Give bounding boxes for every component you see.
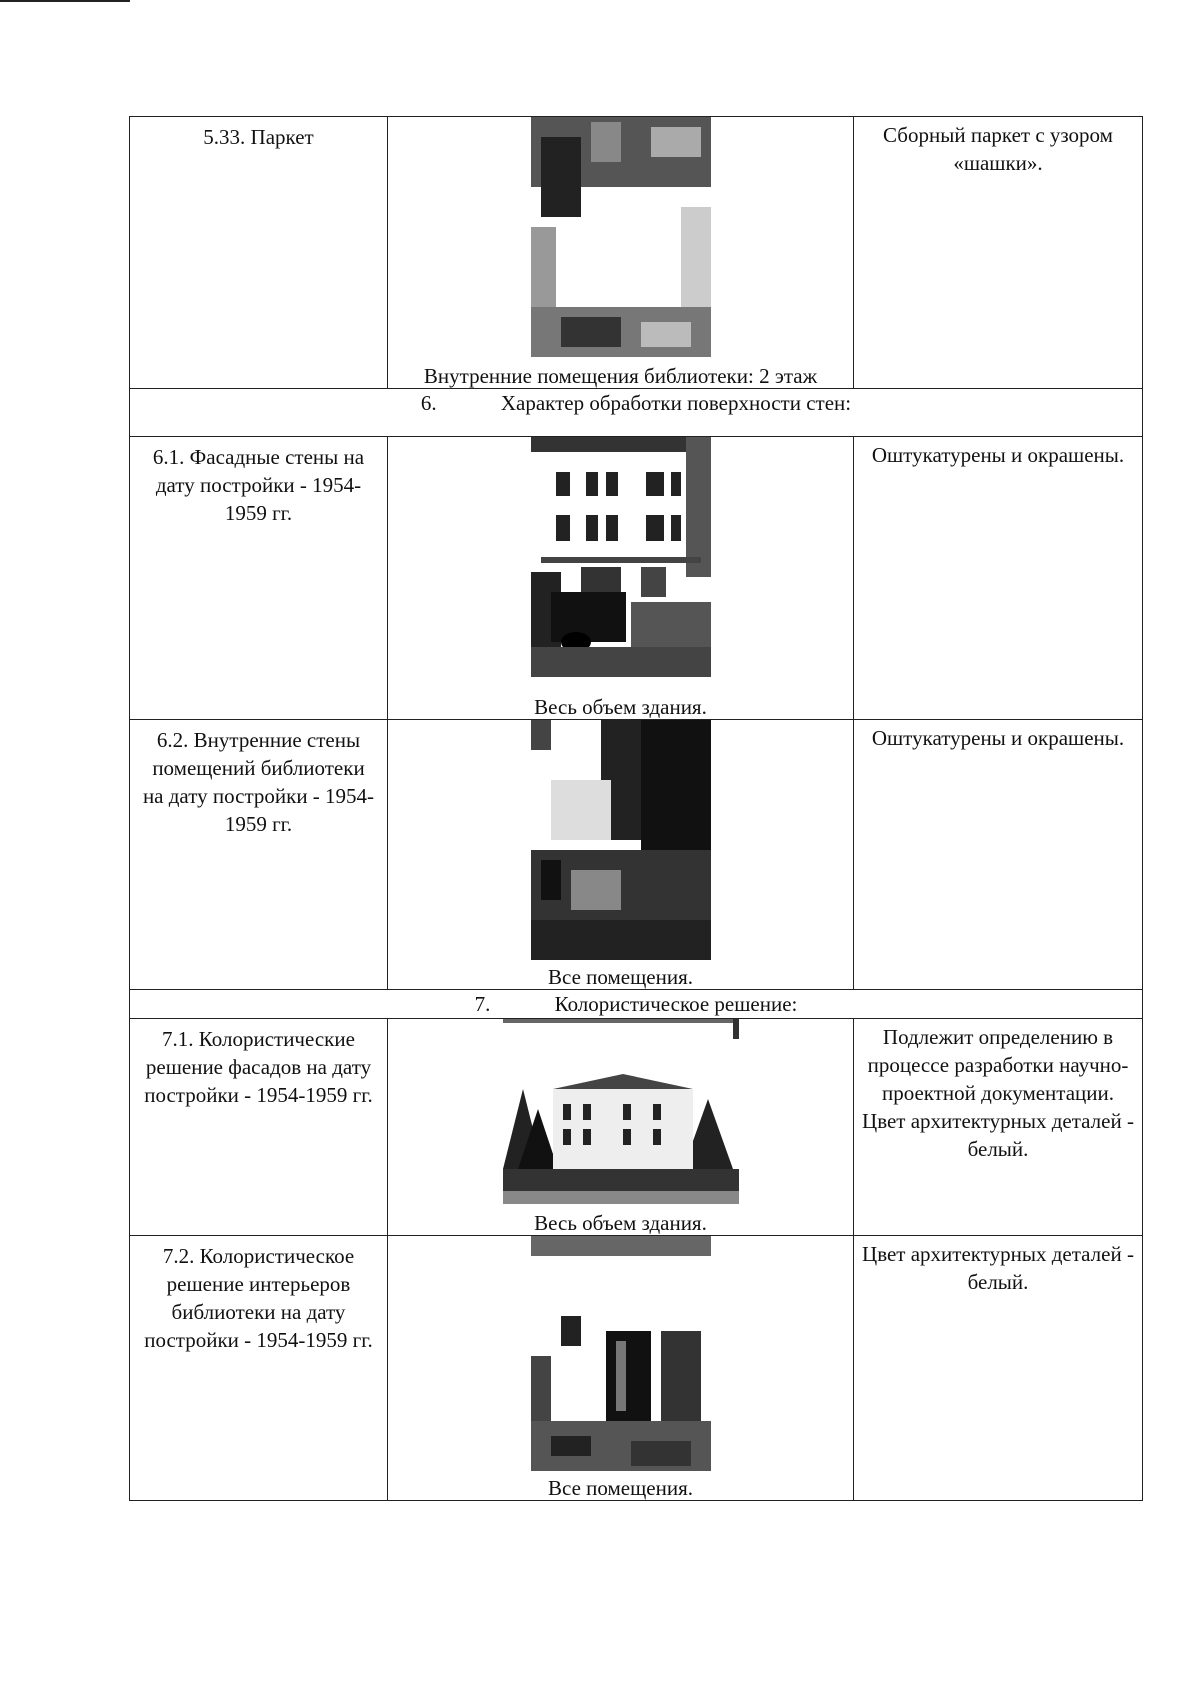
photo-caption: Весь объем здания. bbox=[534, 695, 707, 719]
photo-cell bbox=[388, 117, 854, 389]
photo-caption: Весь объем здания. bbox=[534, 1211, 707, 1235]
scan-artifact-line bbox=[0, 0, 130, 2]
photo-cell bbox=[388, 1236, 854, 1501]
interior-wall-photo bbox=[531, 720, 711, 960]
attribute-label-cell bbox=[130, 1236, 388, 1501]
attribute-description-cell bbox=[854, 1019, 1143, 1236]
section-heading-cell bbox=[130, 389, 1143, 437]
building-color-photo bbox=[503, 1019, 739, 1204]
photo-caption: Все помещения. bbox=[548, 965, 693, 989]
table-row bbox=[130, 437, 1143, 720]
attribute-label-cell bbox=[130, 117, 388, 389]
attribute-label-cell bbox=[130, 720, 388, 990]
table-row bbox=[130, 1236, 1143, 1501]
attribute-description: Цвет архитектурных деталей - белый. bbox=[862, 1242, 1134, 1294]
photo-caption: Все помещения. bbox=[548, 1476, 693, 1500]
section-title: Колористическое решение: bbox=[554, 992, 798, 1016]
section-row bbox=[130, 990, 1143, 1019]
section-number: 7. bbox=[474, 992, 491, 1016]
interior-color-photo bbox=[531, 1236, 711, 1471]
attribute-description: Подлежит определению в процессе разработки научно-проектной документации. Цвет архитектурных деталей - белый. bbox=[862, 1025, 1134, 1161]
attribute-description-cell bbox=[854, 437, 1143, 720]
table-row bbox=[130, 117, 1143, 389]
attribute-description-cell bbox=[854, 720, 1143, 990]
photo-caption: Внутренние помещения библиотеки: 2 этаж bbox=[423, 364, 818, 388]
facade-photo bbox=[531, 437, 711, 677]
photo-cell bbox=[388, 437, 854, 720]
section-title: Характер обработки поверхности стен: bbox=[500, 391, 852, 415]
section-heading-cell bbox=[130, 990, 1143, 1019]
attribute-label: 7.2. Колористическое решение интерьеров библиотеки на дату постройки - 1954-1959 гг. bbox=[144, 1244, 373, 1352]
attribute-label-cell bbox=[130, 1019, 388, 1236]
section-number: 6. bbox=[420, 391, 437, 415]
table-row bbox=[130, 720, 1143, 990]
attribute-description: Сборный паркет с узором «шашки». bbox=[883, 123, 1113, 175]
attribute-label: 6.1. Фасадные стены на дату постройки - 1954-1959 гг. bbox=[152, 445, 365, 525]
attribute-label: 5.33. Паркет bbox=[203, 125, 314, 149]
attribute-description-cell bbox=[854, 117, 1143, 389]
parquet-floor-photo bbox=[531, 117, 711, 357]
attribute-label: 6.2. Внутренние стены помещений библиотеки на дату постройки - 1954-1959 гг. bbox=[142, 728, 375, 836]
attribute-label-cell bbox=[130, 437, 388, 720]
attribute-label: 7.1. Колористические решение фасадов на дату постройки - 1954-1959 гг. bbox=[144, 1027, 373, 1107]
photo-cell bbox=[388, 720, 854, 990]
attribute-description-cell bbox=[854, 1236, 1143, 1501]
attribute-description: Оштукатурены и окрашены. bbox=[871, 443, 1125, 467]
attribute-description: Оштукатурены и окрашены. bbox=[871, 726, 1125, 750]
photo-cell bbox=[388, 1019, 854, 1236]
attributes-table bbox=[129, 116, 1143, 1501]
table-row bbox=[130, 1019, 1143, 1236]
section-row bbox=[130, 389, 1143, 437]
